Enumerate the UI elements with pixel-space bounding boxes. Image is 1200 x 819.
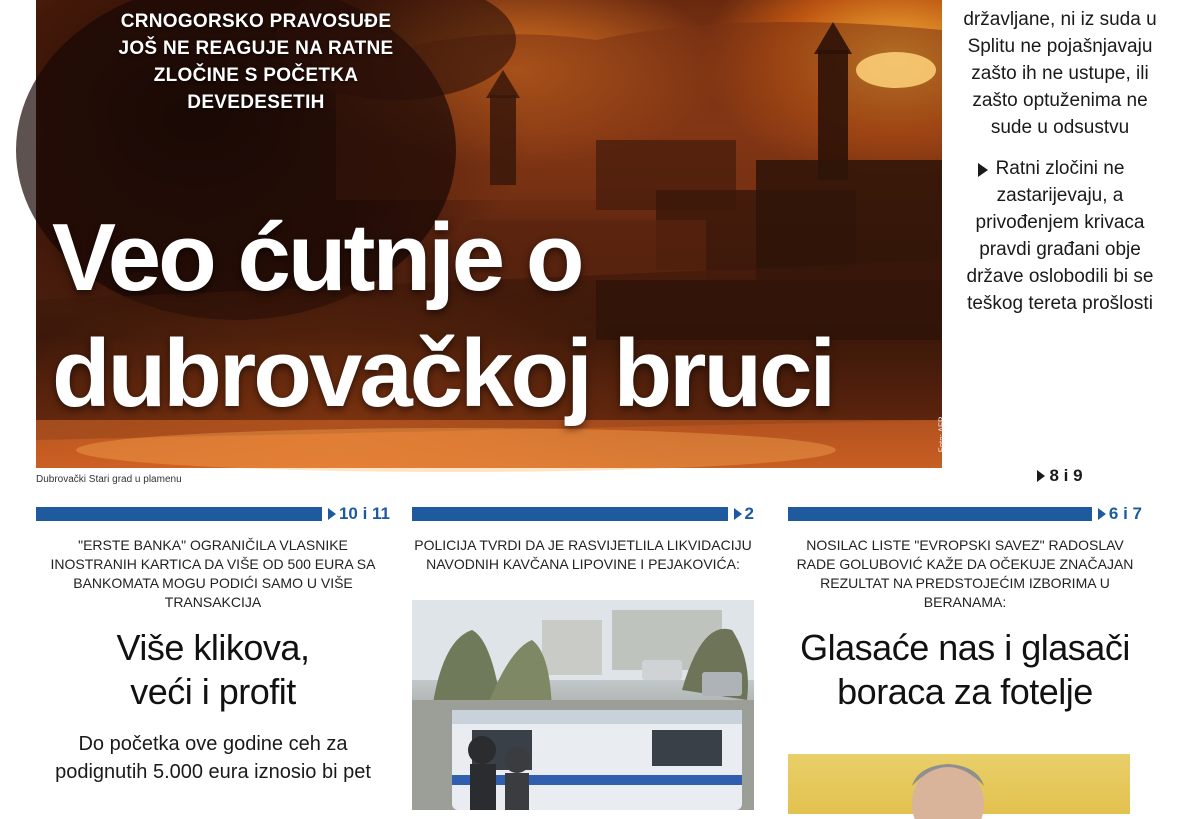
column-3-headline-line1: Glasaće nas i glasači [800,627,1130,668]
section-bar [788,504,1142,524]
hero-headline-line1: Veo ćutnje o [52,204,582,311]
column-2-page-ref-text: 2 [744,504,754,523]
column-3-headline-line2: boraca za fotelje [837,671,1093,712]
story-column-3 [788,504,1142,714]
column-1-page-ref[interactable] [328,504,390,524]
hero-headline-line2: dubrovačkoj bruci [52,320,834,427]
page-arrow-icon [328,508,336,520]
hero-photo [36,0,947,468]
section-bar-line [412,507,728,521]
column-2-page-ref[interactable] [734,504,754,524]
column-1-lead: Do početka ove godine ceh za podignutih 5.000 eura iznosio bi pet [55,733,371,783]
police-van-illustration [412,600,754,810]
column-1-headline-line2: veći i profit [130,671,296,712]
portrait-photo[interactable] [788,754,1130,814]
sidebar-text: državljane, ni iz suda u Splitu ne pojašnjavaju zašto ih ne ustupe, ili zašto optuženima ne sude u odsustvu [963,9,1157,138]
sidebar-story [960,6,1160,317]
sidebar-page-ref-text: 8 i 9 [1049,466,1083,485]
police-scene-photo[interactable] [412,600,754,810]
page-arrow-icon [1037,470,1045,482]
portrait-illustration [788,754,1130,814]
column-3-page-ref[interactable] [1098,504,1142,524]
story-column-1 [36,504,390,786]
column-1-page-ref-text: 10 i 11 [338,504,390,523]
photo-caption: Dubrovački Stari grad u plamenu [36,474,182,485]
bullet-triangle-icon [978,163,988,177]
section-bar [36,504,390,524]
column-3-deck: NOSILAC LISTE "EVROPSKI SAVEZ" RADOSLAV RADE GOLUBOVIĆ KAŽE DA OČEKUJE ZNAČAJAN REZULTAT NA PREDSTOJEĆIM IZBORIMA U BERANAMA: [796,537,1134,610]
page-arrow-icon [734,508,742,520]
sidebar-page-ref[interactable] [960,466,1160,487]
sidebar-bullet [960,155,1160,317]
story-column-2 [412,504,754,574]
section-bar [412,504,754,524]
column-3-page-ref-text: 6 i 7 [1108,504,1142,523]
sidebar-bullet-text: Ratni zločini ne zastarijevaju, a privođenjem krivaca pravdi građani obje države oslobodili bi se teškog tereta prošlosti [966,158,1154,314]
page-arrow-icon [1098,508,1106,520]
section-bar-line [36,507,322,521]
hero-headline[interactable] [52,200,932,432]
section-bar-line [788,507,1092,521]
column-1-deck: "ERSTE BANKA" OGRANIČILA VLASNIKE INOSTRANIH KARTICA DA VIŠE OD 500 EURA SA BANKOMATA MOGU PODIĆI SAMO U VIŠE TRANSAKCIJA [50,537,376,610]
column-3-headline[interactable] [788,626,1142,714]
hero-kicker: CRNOGORSKO PRAVOSUĐE JOŠ NE REAGUJE NA RATNE ZLOČINE S POČETKA DEVEDESETIH [118,11,394,113]
column-2-deck: POLICIJA TVRDI DA JE RASVIJETLILA LIKVIDACIJU NAVODNIH KAVČANA LIPOVINE I PEJAKOVIĆA: [414,537,752,572]
column-1-headline-line1: Više klikova, [116,627,310,668]
photo-credit: Foto: AFP [937,416,947,453]
column-1-headline[interactable] [36,626,390,714]
